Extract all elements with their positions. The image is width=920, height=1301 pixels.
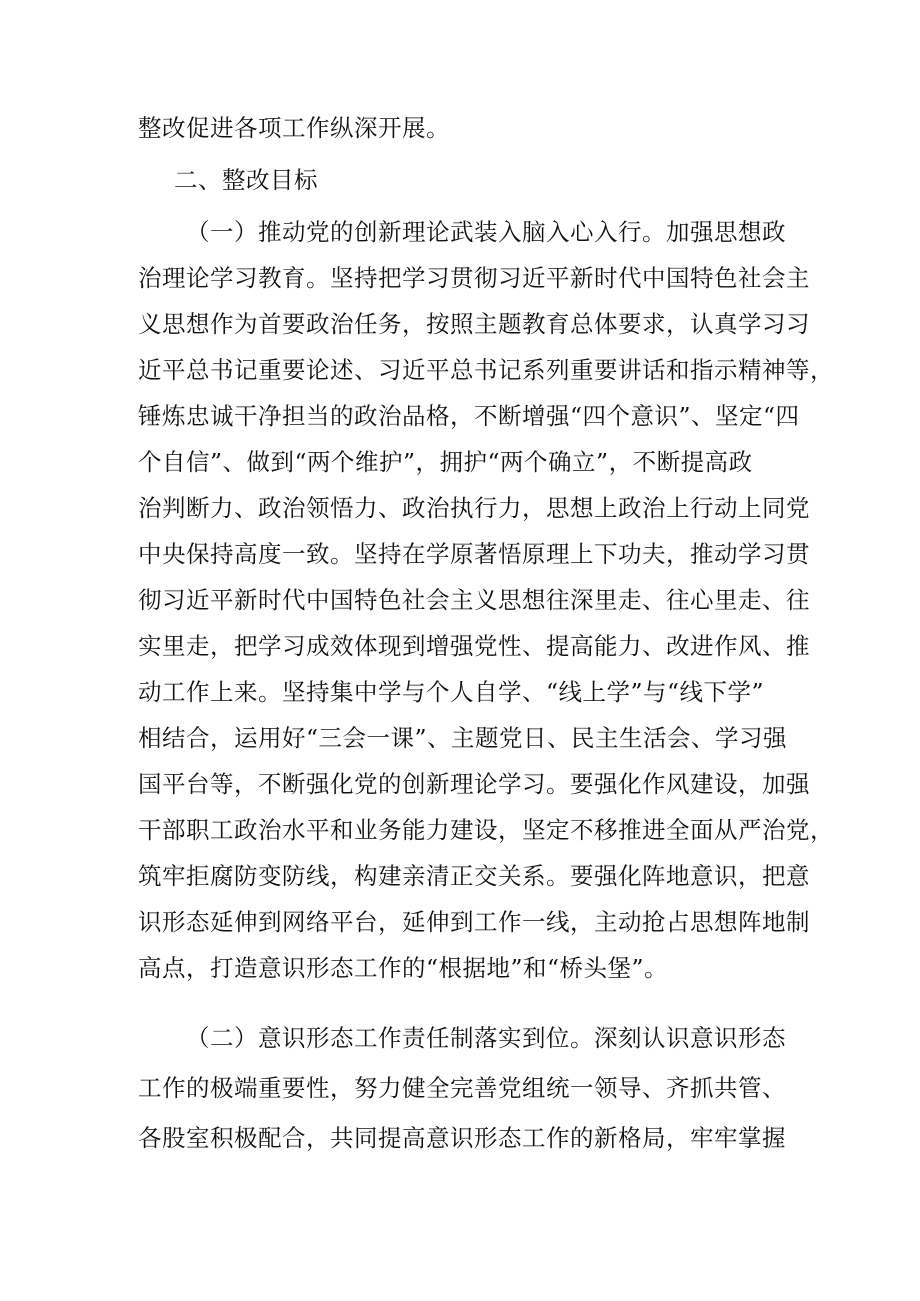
text-line-13: 动工作上来。坚持集中学与个人自学、“线上学”与“线下学” bbox=[138, 678, 765, 706]
text-line-22: 各股室积极配合，共同提高意识形态工作的新格局，牢牢掌握 bbox=[138, 1124, 786, 1152]
text-line-8: 个自信”、做到“两个维护”，拥护“两个确立”，不断提高政 bbox=[138, 448, 753, 476]
text-line-4: 治理论学习教育。坚持把学习贯彻习近平新时代中国特色社会主 bbox=[138, 264, 810, 292]
text-line-17: 筑牢拒腐防变防线，构建亲清正交关系。要强化阵地意识，把意 bbox=[138, 862, 810, 890]
subsection-heading-2: （二）意识形态工作责任制落实到位。深刻认识意识形态 bbox=[186, 1024, 786, 1052]
text-line-21: 工作的极端重要性，努力健全完善党组统一领导、齐抓共管、 bbox=[138, 1074, 786, 1102]
text-line-12: 实里走，把学习成效体现到增强党性、提高能力、改进作风、推 bbox=[138, 632, 810, 660]
section-heading: 二、整改目标 bbox=[174, 166, 318, 194]
text-line-19: 高点，打造意识形态工作的“根据地”和“桥头堡”。 bbox=[138, 954, 669, 982]
text-line-1: 整改促进各项工作纵深开展。 bbox=[138, 114, 450, 142]
subsection-heading-1: （一）推动党的创新理论武装入脑入心入行。加强思想政 bbox=[186, 218, 786, 246]
text-line-15: 国平台等，不断强化党的创新理论学习。要强化作风建设，加强 bbox=[138, 770, 810, 798]
text-line-16: 干部职工政治水平和业务能力建设，坚定不移推进全面从严治党， bbox=[138, 816, 834, 844]
text-line-11: 彻习近平新时代中国特色社会主义思想往深里走、往心里走、往 bbox=[138, 586, 810, 614]
text-line-10: 中央保持高度一致。坚持在学原著悟原理上下功夫，推动学习贯 bbox=[138, 540, 810, 568]
text-line-6: 近平总书记重要论述、习近平总书记系列重要讲话和指示精神等， bbox=[138, 356, 834, 384]
text-line-9: 治判断力、政治领悟力、政治执行力，思想上政治上行动上同党 bbox=[138, 494, 810, 522]
text-line-5: 义思想作为首要政治任务，按照主题教育总体要求，认真学习习 bbox=[138, 310, 810, 338]
text-line-14: 相结合，运用好“三会一课”、主题党日、民主生活会、学习强 bbox=[138, 724, 788, 752]
text-line-18: 识形态延伸到网络平台，延伸到工作一线，主动抢占思想阵地制 bbox=[138, 908, 810, 936]
text-line-7: 锤炼忠诚干净担当的政治品格，不断增强“四个意识”、坚定“四 bbox=[138, 402, 800, 430]
